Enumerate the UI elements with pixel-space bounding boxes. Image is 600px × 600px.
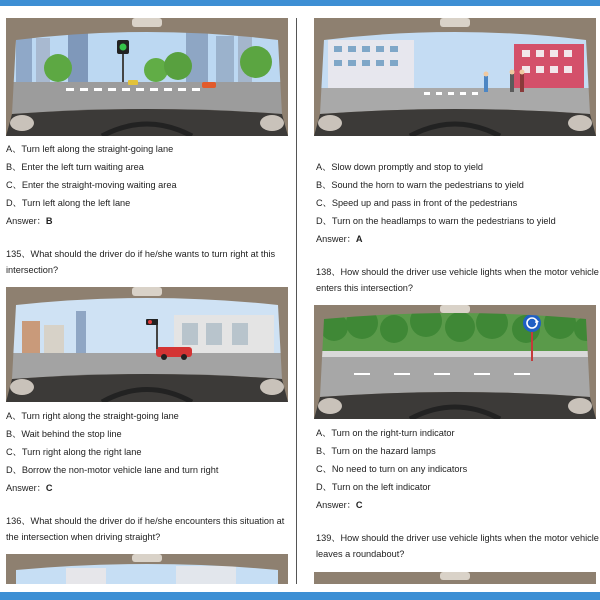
q138-question: 138、How should the driver use vehicle lights when the motor vehicle enters this intersection? — [316, 267, 599, 293]
question-137-illustration — [314, 18, 596, 136]
q137-option-a[interactable]: A、Slow down promptly and stop to yield — [316, 162, 483, 172]
right-mirror — [260, 115, 284, 131]
q137-option-b[interactable]: B、Sound the horn to warn the pedestrians to yield — [316, 180, 524, 190]
q137-option-d[interactable]: D、Turn on the headlamps to warn the pedestrians to yield — [316, 216, 556, 226]
q134-option-d[interactable]: D、Turn left along the left lane — [6, 198, 131, 208]
q135-answer — [6, 482, 52, 494]
right-mirror — [568, 115, 592, 131]
q138-option-c[interactable]: C、No need to turn on any indicators — [316, 464, 468, 474]
answer-label: Answer： — [6, 483, 46, 493]
q134-option-a[interactable]: A、Turn left along the straight-going lane — [6, 144, 174, 154]
left-mirror — [10, 379, 34, 395]
answer-label: Answer： — [316, 234, 356, 244]
question-136-illustration — [6, 554, 288, 584]
left-mirror — [318, 398, 342, 414]
rearview-mirror-icon — [440, 572, 470, 580]
question-134-illustration — [6, 18, 288, 136]
right-mirror — [260, 379, 284, 395]
q138-option-d[interactable]: D、Turn on the left indicator — [316, 482, 431, 492]
q135-question: 135、What should the driver do if he/she wants to turn right at this intersection? — [6, 249, 276, 275]
q138-option-b[interactable]: B、Turn on the hazard lamps — [316, 446, 436, 456]
q134-option-c[interactable]: C、Enter the straight-moving waiting area — [6, 180, 177, 190]
q136-question: 136、What should the driver do if he/she encounters this situation at the intersection when driving straight? — [6, 516, 285, 542]
answer-label: Answer： — [6, 216, 46, 226]
q138-option-a[interactable]: A、Turn on the right-turn indicator — [316, 428, 455, 438]
bottom-accent-bar — [0, 592, 600, 600]
q134-option-b[interactable]: B、Enter the left turn waiting area — [6, 162, 144, 172]
q135-option-d[interactable]: D、Borrow the non-motor vehicle lane and turn right — [6, 465, 219, 475]
q135-option-b[interactable]: B、Wait behind the stop line — [6, 429, 122, 439]
q135-option-c[interactable]: C、Turn right along the right lane — [6, 447, 142, 457]
q137-option-c[interactable]: C、Speed up and pass in front of the pedestrians — [316, 198, 518, 208]
rearview-mirror-icon — [132, 554, 162, 562]
right-mirror — [568, 398, 592, 414]
rearview-mirror-icon — [440, 305, 470, 313]
rearview-mirror-icon — [132, 18, 162, 27]
rearview-mirror-icon — [132, 287, 162, 296]
question-135-illustration — [6, 287, 288, 402]
left-mirror — [10, 115, 34, 131]
q138-answer — [316, 499, 362, 511]
answer-label: Answer： — [316, 500, 356, 510]
answer-value: C — [45, 483, 53, 493]
column-divider — [296, 18, 297, 584]
answer-value: C — [355, 500, 363, 510]
top-accent-bar — [0, 0, 600, 6]
left-mirror — [318, 115, 342, 131]
answer-value: B — [45, 216, 53, 226]
answer-value: A — [355, 234, 363, 244]
rearview-mirror-icon — [440, 18, 470, 27]
q134-answer — [6, 215, 52, 227]
question-138-illustration — [314, 305, 596, 419]
question-139-illustration — [314, 572, 596, 584]
q139-question: 139、How should the driver use vehicle lights when the motor vehicle leaves a roundabout? — [316, 533, 599, 559]
q137-answer — [316, 233, 362, 245]
q135-option-a[interactable]: A、Turn right along the straight-going lane — [6, 411, 179, 421]
